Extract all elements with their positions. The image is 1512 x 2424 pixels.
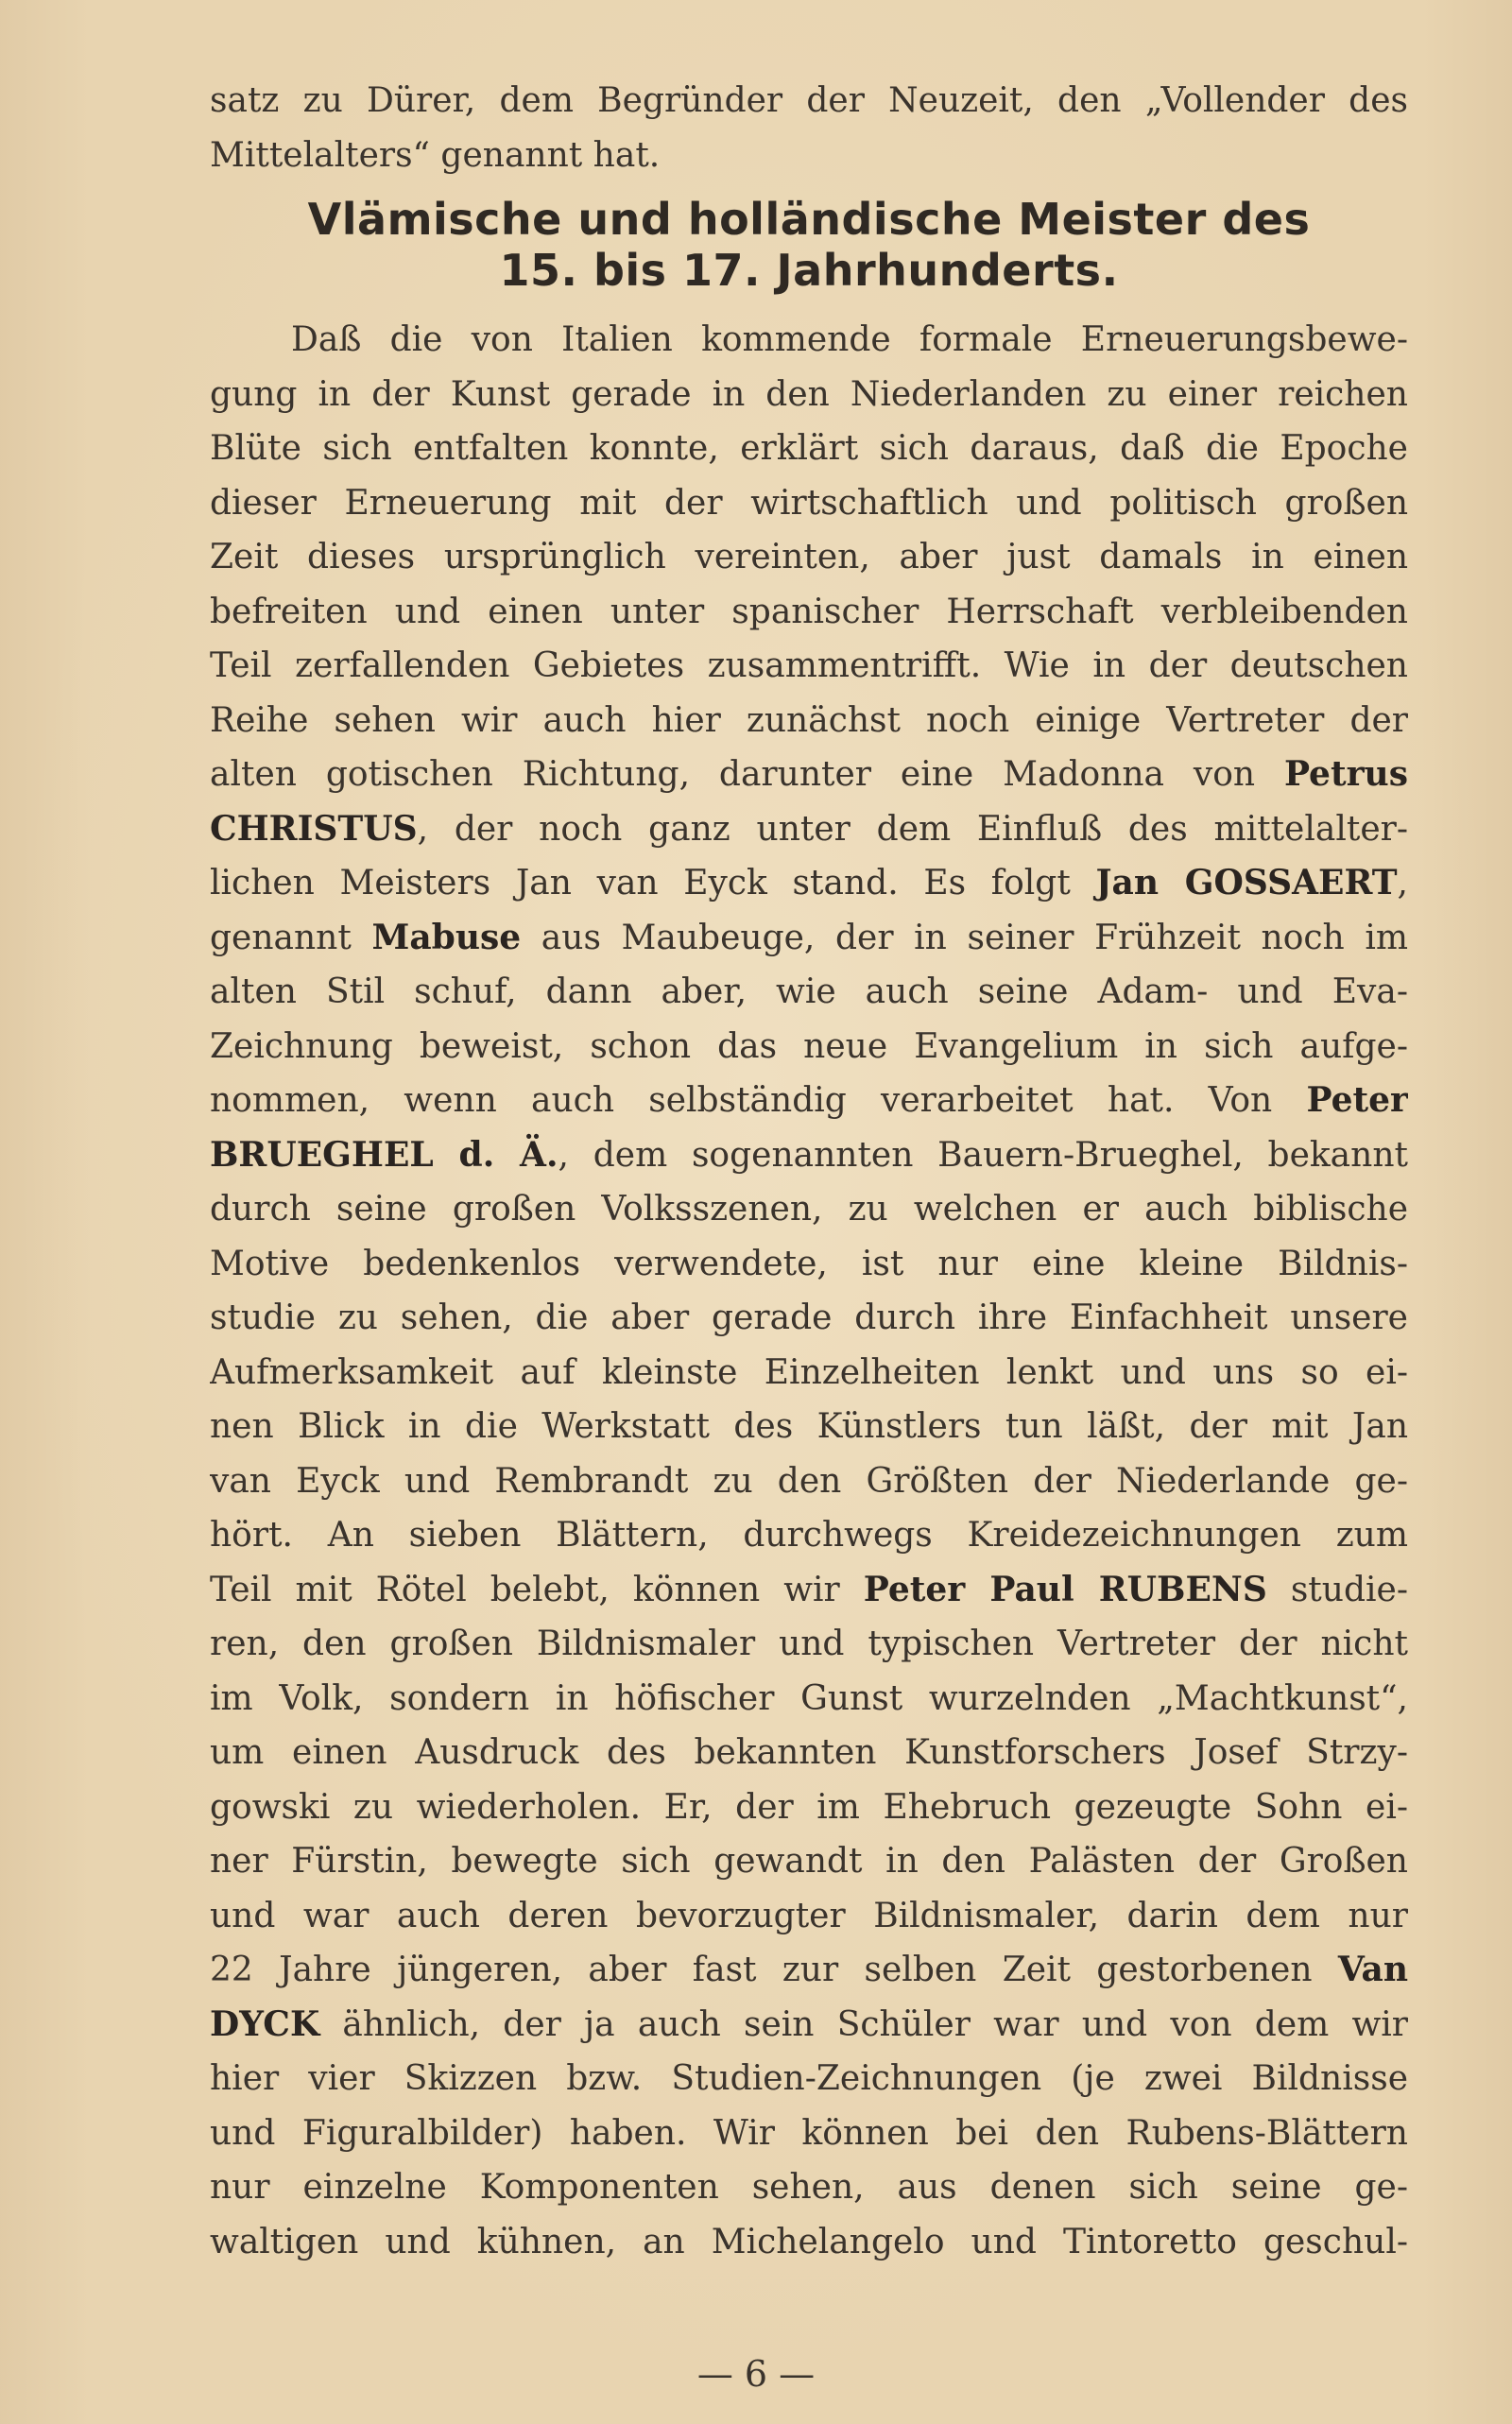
page-number: — 6 — bbox=[696, 2353, 816, 2395]
body-line bbox=[210, 1291, 1408, 1346]
text-segment: hört. An sieben Blättern, durchwegs Kreidezeichnungen zum bbox=[210, 1516, 1408, 1555]
body-line bbox=[210, 2215, 1408, 2270]
body-line bbox=[210, 1454, 1408, 1509]
body-line bbox=[210, 1672, 1408, 1727]
body-line bbox=[210, 1128, 1408, 1183]
text-segment: nen Blick in die Werkstatt des Künstlers tun läßt, der mit Jan bbox=[210, 1407, 1408, 1446]
text-segment: Zeit dieses ursprünglich vereinten, aber just damals in einen bbox=[210, 538, 1408, 576]
text-segment: genannt bbox=[210, 918, 372, 957]
body-line bbox=[210, 368, 1408, 422]
body-line bbox=[210, 2160, 1408, 2215]
body-line bbox=[210, 965, 1408, 1020]
body-line bbox=[210, 530, 1408, 585]
text-segment: alten gotischen Richtung, darunter eine Madonna von bbox=[210, 755, 1284, 794]
heading-line: Vlämische und holländische Meister des bbox=[307, 194, 1311, 245]
artist-name: DYCK bbox=[210, 2003, 320, 2044]
artist-name: Mabuse bbox=[371, 917, 522, 957]
text-segment: gung in der Kunst gerade in den Niederlanden zu einer reichen bbox=[210, 374, 1408, 414]
artist-name: Peter Paul RUBENS bbox=[863, 1569, 1267, 1609]
text-segment: durch seine großen Volksszenen, zu welchen er auch biblische bbox=[210, 1190, 1408, 1229]
body-line bbox=[210, 1563, 1408, 1618]
heading-line: 15. bis 17. Jahrhunderts. bbox=[499, 245, 1119, 296]
text-segment: Motive bedenkenlos verwendete, ist nur eine kleine Bildnis- bbox=[210, 1244, 1408, 1283]
artist-name: Jan GOSSAERT bbox=[1095, 863, 1398, 903]
body-line bbox=[210, 1020, 1408, 1074]
text-segment: und Figuralbilder) haben. Wir können bei den Rubens-Blättern bbox=[210, 2113, 1408, 2153]
artist-name: CHRISTUS bbox=[210, 808, 418, 849]
body-line bbox=[210, 1834, 1408, 1889]
text-segment: , der noch ganz unter dem Einfluß des mittelalter- bbox=[417, 809, 1408, 849]
body-line bbox=[210, 911, 1408, 966]
body-line bbox=[210, 1617, 1408, 1672]
body-line bbox=[210, 639, 1408, 694]
text-segment: um einen Ausdruck des bekannten Kunstforschers Josef Strzy- bbox=[210, 1733, 1408, 1772]
section-heading bbox=[210, 194, 1408, 296]
text-segment: ähnlich, der ja auch sein Schüler war und von dem wir bbox=[319, 2004, 1408, 2044]
text-segment: , bbox=[1397, 864, 1408, 903]
body-line bbox=[210, 1780, 1408, 1835]
text-segment: im Volk, sondern in höfischer Gunst wurzelnden „Machtkunst“, bbox=[210, 1678, 1408, 1718]
text-segment: ren, den großen Bildnismaler und typischen Vertreter der nicht bbox=[210, 1625, 1408, 1663]
artist-name: Van bbox=[1337, 1950, 1408, 1989]
text-segment: , dem sogenannten Bauern-Brueghel, bekannt bbox=[558, 1135, 1408, 1175]
body-line bbox=[210, 748, 1408, 802]
body-line bbox=[210, 1346, 1408, 1401]
text-segment: gowski zu wiederholen. Er, der im Ehebruch gezeugte Sohn ei- bbox=[210, 1787, 1408, 1827]
artist-name: Petrus bbox=[1283, 754, 1408, 794]
body-line bbox=[210, 476, 1408, 531]
text-segment: studie- bbox=[1266, 1570, 1408, 1609]
text-segment: befreiten und einen unter spanischer Herrschaft verbleibenden bbox=[210, 592, 1408, 631]
body-line bbox=[210, 1943, 1408, 1998]
body-line bbox=[210, 1998, 1408, 2053]
body-line bbox=[210, 694, 1408, 748]
text-segment: Teil mit Rötel belebt, können wir bbox=[210, 1570, 864, 1609]
body-line bbox=[210, 856, 1408, 911]
body-line bbox=[210, 2052, 1408, 2106]
body-line bbox=[210, 1182, 1408, 1237]
body-line bbox=[210, 1508, 1408, 1563]
body-line bbox=[210, 2106, 1408, 2161]
intro-line: satz zu Dürer, dem Begründer der Neuzeit, den „Vollender des bbox=[210, 81, 1408, 120]
text-segment: dieser Erneuerung mit der wirtschaftlich und politisch großen bbox=[210, 483, 1408, 523]
text-segment: van Eyck und Rembrandt zu den Größten der Niederlande ge- bbox=[210, 1461, 1408, 1501]
text-segment: Teil zerfallenden Gebietes zusammentrifft. Wie in der deutschen bbox=[210, 646, 1408, 685]
body-line bbox=[210, 1237, 1408, 1292]
text-segment: ner Fürstin, bewegte sich gewandt in den Palästen der Großen bbox=[210, 1842, 1408, 1881]
text-segment: lichen Meisters Jan van Eyck stand. Es folgt bbox=[210, 864, 1096, 903]
body-line bbox=[210, 802, 1408, 857]
body-line bbox=[210, 585, 1408, 640]
text-segment: alten Stil schuf, dann aber, wie auch seine Adam- und Eva- bbox=[210, 972, 1408, 1011]
text-segment: Reihe sehen wir auch hier zunächst noch einige Vertreter der bbox=[210, 700, 1408, 740]
text-segment: 22 Jahre jüngeren, aber fast zur selben Zeit gestorbenen bbox=[210, 1951, 1338, 1989]
artist-name: BRUEGHEL d. Ä. bbox=[210, 1134, 558, 1175]
text-segment: aus Maubeuge, der in seiner Frühzeit noch im bbox=[521, 918, 1408, 957]
body-line bbox=[210, 1726, 1408, 1780]
text-segment: nommen, wenn auch selbständig verarbeitet hat. Von bbox=[210, 1081, 1307, 1120]
text-segment: Aufmerksamkeit auf kleinste Einzelheiten lenkt und uns so ei- bbox=[210, 1352, 1408, 1392]
text-segment: Daß die von Italien kommende formale Erneuerungsbewe- bbox=[291, 320, 1408, 359]
text-segment: waltigen und kühnen, an Michelangelo und Tintoretto geschul- bbox=[210, 2222, 1408, 2261]
body-line bbox=[210, 1889, 1408, 1944]
body-line bbox=[210, 313, 1408, 368]
text-segment: hier vier Skizzen bzw. Studien-Zeichnungen (je zwei Bildnisse bbox=[210, 2059, 1408, 2098]
text-block bbox=[210, 74, 1408, 2269]
text-segment: Zeichnung beweist, schon das neue Evangelium in sich aufge- bbox=[210, 1026, 1408, 1066]
intro-line: Mittelalters“ genannt hat. bbox=[210, 135, 661, 175]
body-line bbox=[210, 1400, 1408, 1454]
artist-name: Peter bbox=[1306, 1080, 1408, 1120]
text-segment: Blüte sich entfalten konnte, erklärt sich daraus, daß die Epoche bbox=[210, 429, 1408, 468]
body-paragraph bbox=[210, 313, 1408, 2269]
text-segment: nur einzelne Komponenten sehen, aus denen sich seine ge- bbox=[210, 2168, 1408, 2207]
body-line bbox=[210, 1074, 1408, 1128]
text-segment: und war auch deren bevorzugter Bildnismaler, darin dem nur bbox=[210, 1896, 1408, 1935]
text-segment: studie zu sehen, die aber gerade durch ihre Einfachheit unsere bbox=[210, 1298, 1408, 1337]
body-line bbox=[210, 421, 1408, 476]
